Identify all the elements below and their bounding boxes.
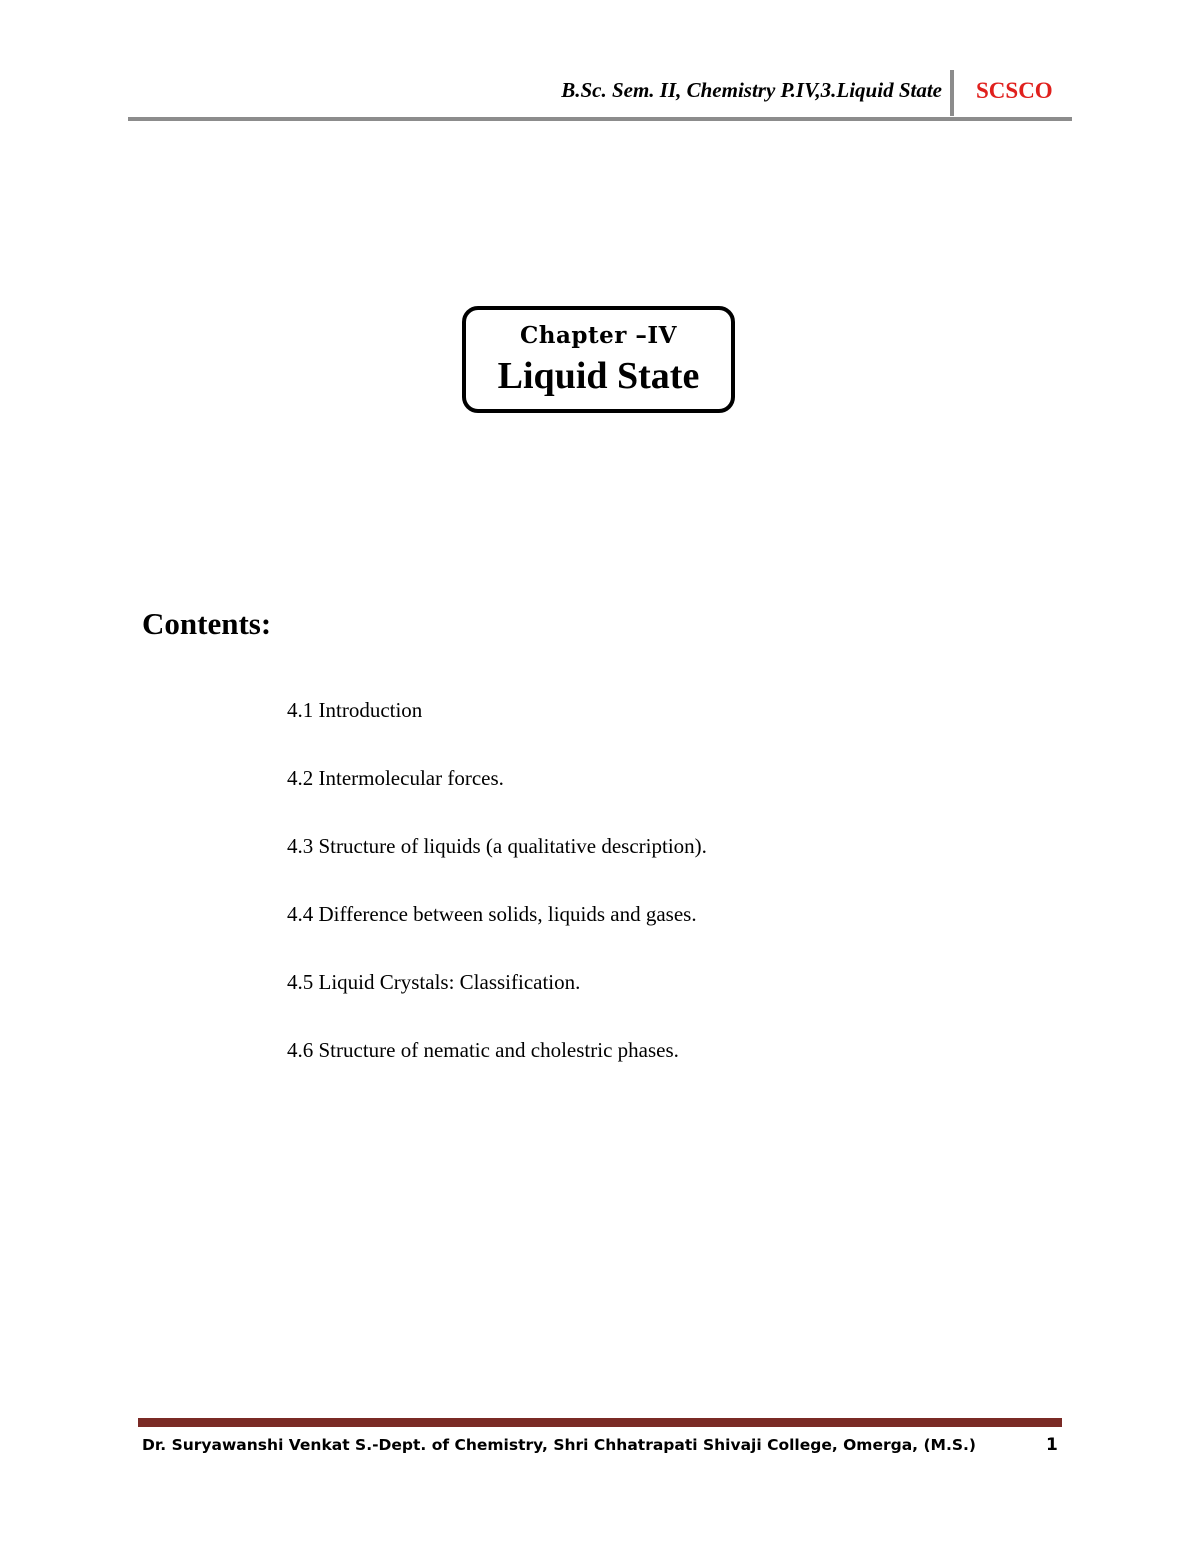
page-number: 1 — [1046, 1435, 1058, 1455]
header-divider — [950, 70, 954, 116]
header-title: B.Sc. Sem. II, Chemistry P.IV,3.Liquid State — [561, 78, 942, 102]
chapter-label: Chapter –IV — [520, 322, 677, 349]
footer-author: Dr. Suryawanshi Venkat S.-Dept. of Chemistry, Shri Chhatrapati Shivaji College, Omerga, (M.S.) — [142, 1436, 976, 1454]
header-badge: SCSCO — [976, 78, 1053, 103]
footer-rule — [138, 1418, 1062, 1427]
header-rule — [128, 117, 1072, 121]
toc-item: 4.3 Structure of liquids (a qualitative description). — [287, 834, 707, 858]
toc-item: 4.2 Intermolecular forces. — [287, 766, 504, 790]
toc-item: 4.5 Liquid Crystals: Classification. — [287, 970, 581, 994]
toc-item: 4.4 Difference between solids, liquids and gases. — [287, 902, 697, 926]
chapter-title-box — [462, 306, 735, 413]
contents-heading: Contents: — [142, 606, 272, 641]
toc-item: 4.6 Structure of nematic and cholestric phases. — [287, 1038, 679, 1062]
toc-item: 4.1 Introduction — [287, 698, 423, 722]
table-of-contents — [287, 697, 707, 1105]
chapter-title: Liquid State — [497, 355, 700, 397]
